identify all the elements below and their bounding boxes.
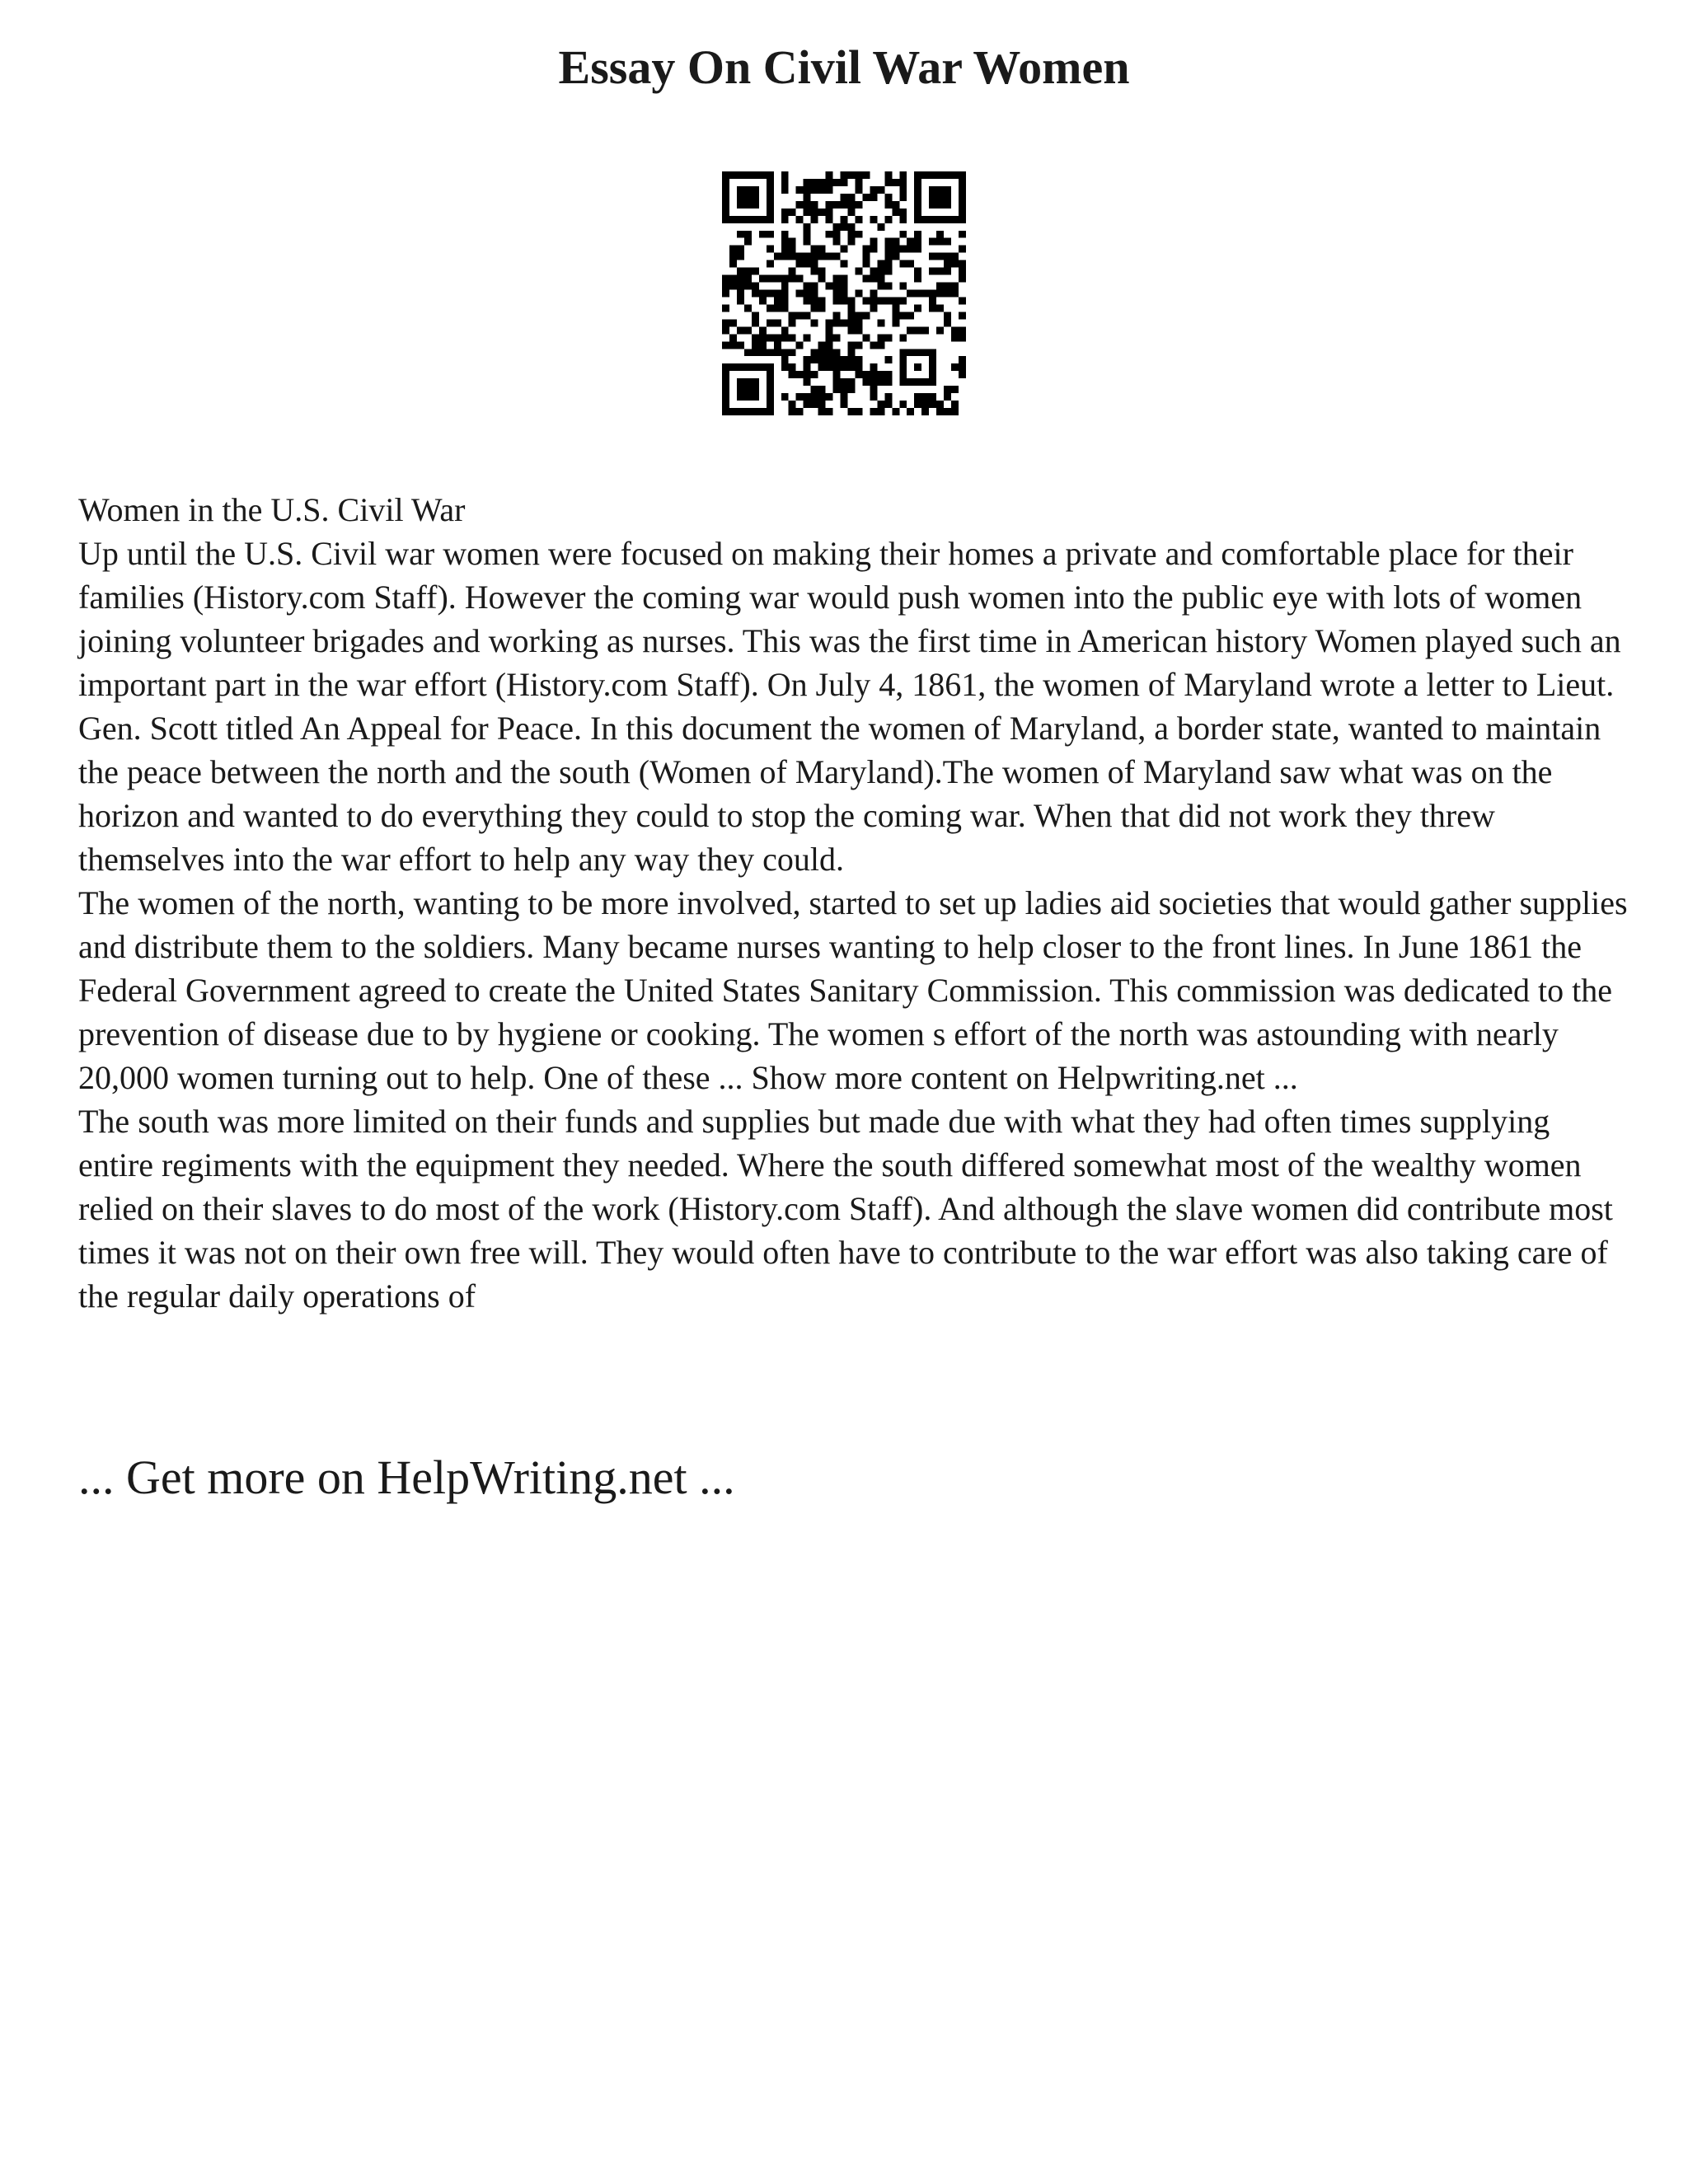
- page-title: Essay On Civil War Women: [558, 40, 1130, 94]
- essay-paragraph: Up until the U.S. Civil war women were focused on making their homes a private and comfortable place for their families (History.com Staff). However the coming war would push women into the public eye with lots of women joining volunteer brigades and working as nurses. This was the first time in American history Women played such an important part in the war effort (History.com Staff). On July 4, 1861, the women of Maryland wrote a letter to Lieut. Gen. Scott titled An Appeal for Peace. In this document the women of Maryland, a border state, wanted to maintain the peace between the north and the south (Women of Maryland).The women of Maryland saw what was on the horizon and wanted to do everything they could to stop the coming war. When that did not work they threw themselves into the war effort to help any way they could.: [78, 535, 1621, 878]
- essay-heading: Women in the U.S. Civil War: [78, 491, 466, 528]
- get-more-link[interactable]: ... Get more on HelpWriting.net ...: [78, 1451, 735, 1504]
- essay-paragraph: The south was more limited on their funds and supplies but made due with what they had often times supplying entire regiments with the equipment they needed. Where the south differed somewhat most of the wealthy women relied on their slaves to do most of the work (History.com Staff). And although the slave women did contribute most times it was not on their own free will. They would often have to contribute to the war effort was also taking care of the regular daily operations of: [78, 1103, 1613, 1315]
- essay-paragraph: The women of the north, wanting to be more involved, started to set up ladies aid societies that would gather supplies and distribute them to the soldiers. Many became nurses wanting to help closer to the front lines. In June 1861 the Federal Government agreed to create the United States Sanitary Commission. This commission was dedicated to the prevention of disease due to by hygiene or cooking. The women s effort of the north was astounding with nearly 20,000 women turning out to help. One of these ... Show more content on Helpwriting.net ...: [78, 884, 1628, 1096]
- essay-body: [78, 488, 1628, 1318]
- qr-code[interactable]: [722, 171, 966, 415]
- qr-code-icon: [722, 171, 966, 415]
